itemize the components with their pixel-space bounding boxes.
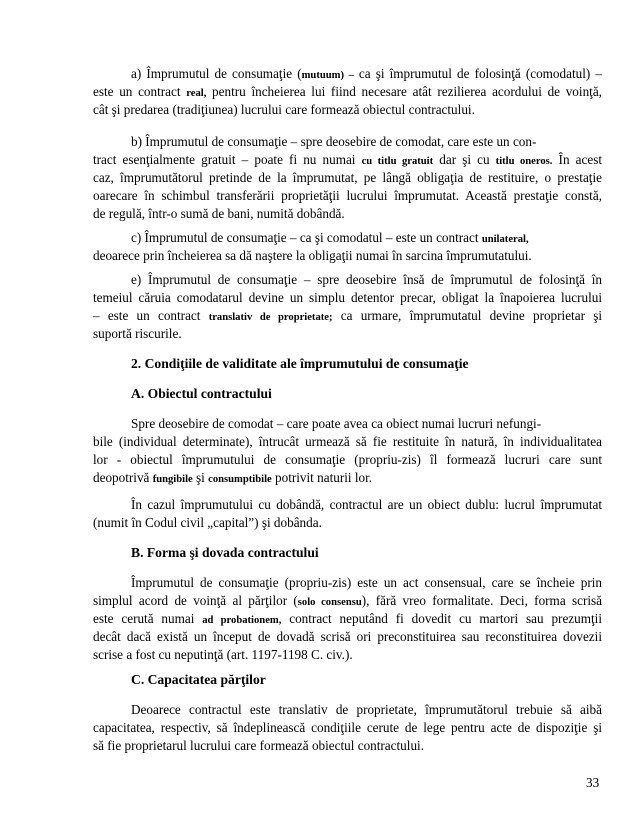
para-a-line-1: a) Împrumutul de consumaţie (mutuum) – ca şi împrumutul de folosinţă (comodatul) – <box>131 66 602 81</box>
subsection-heading-a: A. Obiectul contractului <box>131 386 272 401</box>
para-forma-line-4: decât dacă există un început de dovadă scrisă ori preconstituirea sau reconstituirea dovezii <box>93 629 602 644</box>
para-dobanda-line-1: În cazul împrumutului cu dobândă, contractul are un obiect dublu: lucrul împrumutat <box>131 497 602 512</box>
subsection-heading-b: B. Forma şi dovada contractului <box>131 545 319 560</box>
para-c-line-1: c) Împrumutul de consumaţie – ca şi comodatul – este un contract unilateral, <box>131 230 529 245</box>
para-c-line-2: deoarece prin încheierea sa dă naştere la obligaţii numai în sarcina împrumutatului. <box>93 248 532 263</box>
para-obj-line-3: lor - obiectul împrumutului de consumaţie (propriu-zis) îl formează lucruri care sunt <box>93 452 602 467</box>
para-e-line-3: – este un contract translativ de proprietate; ca urmare, împrumutatul devine proprietar şi <box>93 308 602 323</box>
para-forma-line-2: simplul acord de voinţă al părţilor (solo consensu), fără vreo formalitate. Deci, forma scrisă <box>93 593 602 608</box>
para-capacitate-line-1: Deoarece contractul este translativ de proprietate, împrumutătorul trebuie să aibă <box>131 702 602 717</box>
para-obj-line-2: bile (individual determinate), întrucât urmează să fie restituite în natură, în individualitatea <box>93 434 602 449</box>
para-a-line-3: cât şi predarea (tradiţiunea) lucrului care formează obiectul contractului. <box>93 102 475 117</box>
para-forma-line-1: Împrumutul de consumaţie (propriu-zis) este un act consensual, care se încheie prin <box>131 575 602 590</box>
para-b-line-3: caz, împrumutătorul pretinde de la împrumutat, pe lângă obligaţia de restituire, o prestaţie <box>93 170 602 185</box>
para-capacitate-line-2: capacitatea, respectiv, să îndeplinească condiţiile cerute de lege pentru acte de dispoziţie şi <box>93 720 602 735</box>
para-e-line-1: e) Împrumutul de consumaţie – spre deosebire însă de împrumutul de folosinţă în <box>131 272 602 287</box>
para-e-line-4: suportă riscurile. <box>93 326 182 341</box>
para-b-line-4: oarecare în schimbul transferării proprietăţii lucrului împrumutat. Această prestaţie constă, <box>93 188 602 203</box>
subsection-heading-c: C. Capacitatea părţilor <box>131 672 266 687</box>
page-number: 33 <box>586 775 600 790</box>
para-dobanda-line-2: (numit în Codul civil „capital”) şi dobânda. <box>93 515 322 530</box>
para-capacitate-line-3: să fie proprietarul lucrului care formează obiectul contractului. <box>93 738 424 753</box>
para-obj-line-4: deopotrivă fungibile şi consumptibile potrivit naturii lor. <box>93 470 373 485</box>
para-b-line-1: b) Împrumutul de consumaţie – spre deosebire de comodat, care este un con- <box>131 134 537 149</box>
para-obj-line-1: Spre deosebire de comodat – care poate avea ca obiect numai lucruri nefungi- <box>131 416 542 431</box>
para-e-line-2: temeiul căruia comodatarul devine un simplu detentor precar, obligat la înapoierea lucrului <box>93 290 602 305</box>
para-b-line-2: tract esenţialmente gratuit – poate fi nu numai cu titlu gratuit dar şi cu titlu oneros. În acest <box>93 152 602 167</box>
para-forma-line-5: scrise a fost cu neputinţă (art. 1197-1198 C. civ.). <box>93 647 353 662</box>
para-b-line-5: de regulă, într-o sumă de bani, numită dobândă. <box>93 206 345 221</box>
section-heading-2: 2. Condiţiile de validitate ale împrumutului de consumaţie <box>131 356 469 371</box>
para-a-line-2: este un contract real, pentru încheierea lui fiind necesare atât rezilierea acordului de voinţă, <box>93 84 602 99</box>
para-forma-line-3: este cerută numai ad probationem, contract neputând fi dovedit cu martori sau prezumţii <box>93 611 603 626</box>
